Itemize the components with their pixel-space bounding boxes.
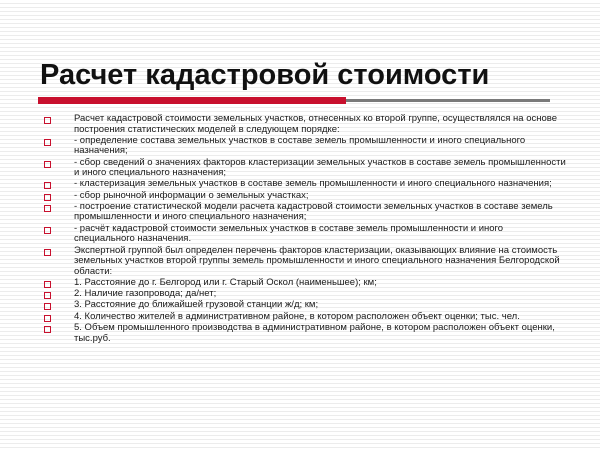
square-bullet-icon [44,249,51,256]
square-bullet-icon [44,281,51,288]
bullet-text: Расчет кадастровой стоимости земельных участков, отнесенных ко второй группе, осуществлялся на основе построения статистических моделей в следующем порядке: [74,113,557,135]
square-bullet-icon [44,194,51,201]
list-item [44,158,566,179]
square-bullet-icon [44,315,51,322]
list-item [44,179,566,190]
list-item [44,300,566,311]
bullet-text: 1. Расстояние до г. Белгород или г. Старый Оскол (наименьшее); км; [74,276,377,288]
slide-title: Расчет кадастровой стоимости [40,59,490,91]
square-bullet-icon [44,227,51,234]
bullet-text: 2. Наличие газопровода; да/нет; [74,288,217,300]
list-item [44,202,566,223]
bullet-text: - определение состава земельных участков в составе земель промышленности и иного специального назначения; [74,134,526,157]
bullet-list [44,114,566,345]
list-item [44,278,566,289]
list-item [44,312,566,323]
bullet-text: 3. Расстояние до ближайшей грузовой станции ж/д; км; [74,299,319,311]
bullet-text: - расчёт кадастровой стоимости земельных участков в составе земель промышленности и иного специального назначения. [74,222,504,245]
square-bullet-icon [44,326,51,333]
square-bullet-icon [44,303,51,310]
bullet-text: - сбор рыночной информации о земельных участках; [74,189,309,201]
list-item [44,289,566,300]
bullet-text: 5. Объем промышленного производства в административном районе, в котором расположен объект оценки, тыс.руб. [74,322,555,344]
square-bullet-icon [44,139,51,146]
bullet-text: Экспертной группой был определен перечень факторов кластеризации, оказывающих влияние на стоимость земельных участков второй группы земель промышленности и иного специального назначения Белгородской области: [74,244,560,277]
bullet-text: - кластеризация земельных участков в составе земель промышленности и иного специального назначения; [74,178,552,190]
bullet-text: 4. Количество жителей в административном районе, в котором расположен объект оценки; тыс. чел. [74,310,520,322]
list-item [44,191,566,202]
square-bullet-icon [44,182,51,189]
square-bullet-icon [44,205,51,212]
list-item [44,114,566,135]
bullet-text: - построение статистической модели расчета кадастровой стоимости земельных участков в составе земель промышленности и иного специального назначения; [74,200,553,223]
list-item [44,323,566,344]
list-item [44,246,566,278]
square-bullet-icon [44,161,51,168]
square-bullet-icon [44,292,51,299]
bullet-text: - сбор сведений о значениях факторов кластеризации земельных участков в составе земель промышленности и иного специального назначения; [74,156,566,179]
list-item [44,136,566,157]
title-accent-bar [38,97,346,104]
square-bullet-icon [44,117,51,124]
list-item [44,224,566,245]
